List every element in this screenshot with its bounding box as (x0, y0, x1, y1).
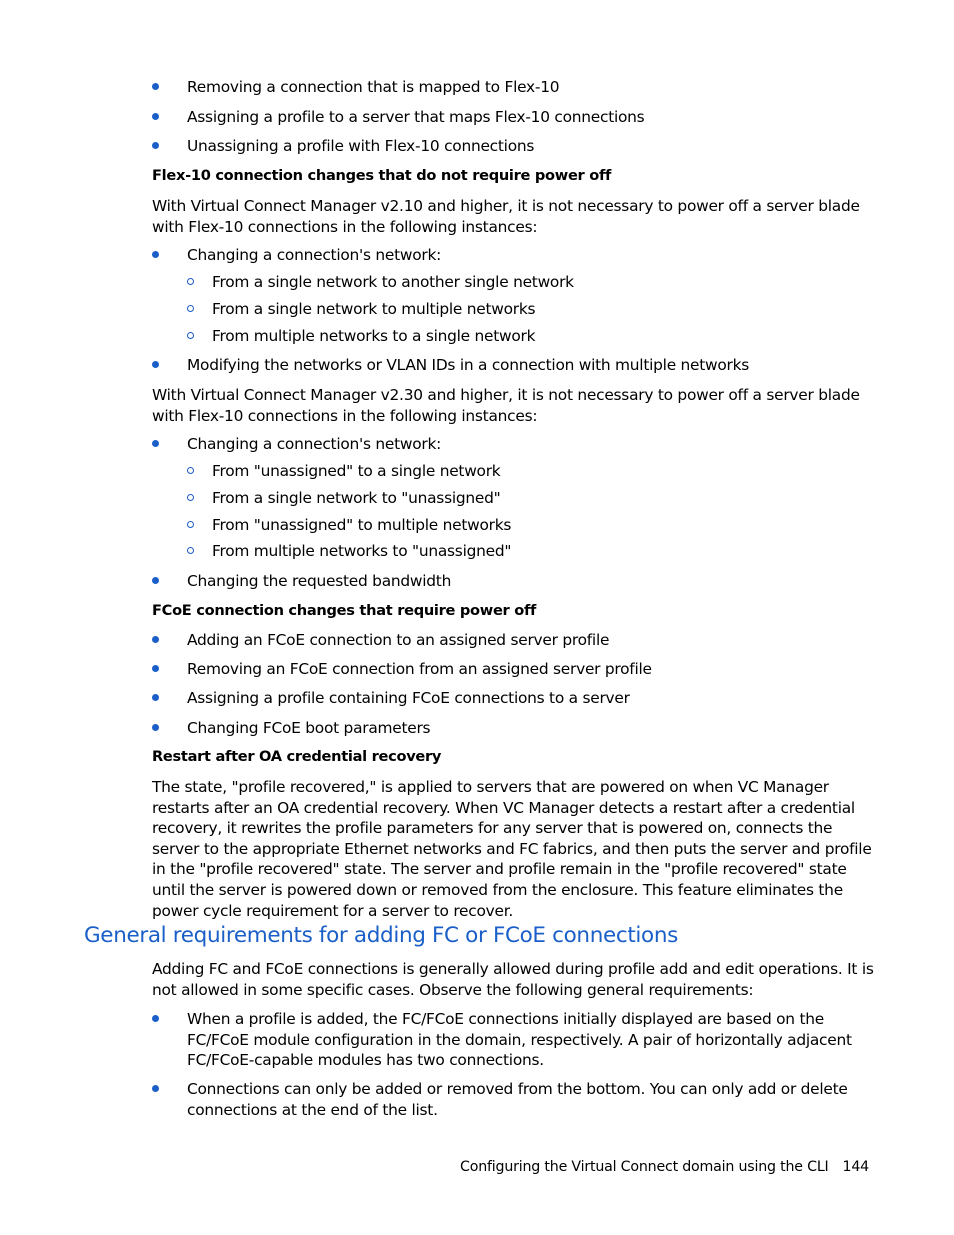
list-item (152, 1079, 872, 1120)
list-item-text: Removing a connection that is mapped to Flex-10 (187, 78, 560, 96)
list-item-text: Assigning a profile containing FCoE connections to a server (187, 689, 630, 707)
sub-list-item (187, 541, 867, 561)
sub-list-item (187, 272, 867, 292)
sub-list-item-text: From multiple networks to a single network (212, 327, 536, 345)
list-item (152, 688, 872, 709)
footer-text: Configuring the Virtual Connect domain using the CLI (460, 1159, 829, 1175)
list-item (152, 136, 872, 157)
bullet-icon (152, 251, 159, 258)
circle-bullet-icon (187, 467, 194, 474)
list-item-text: When a profile is added, the FC/FCoE connections initially displayed are based on the FC/FCoE module configuration in the domain, respectively. A pair of horizontally adjacent FC/FCoE-capable modules has two connections. (187, 1010, 852, 1070)
bullet-icon (152, 724, 159, 731)
bullet-icon (152, 694, 159, 701)
subheading-flex10-no-power-off: Flex-10 connection changes that do not require power off (152, 167, 612, 184)
list-item (152, 107, 872, 128)
list-item (152, 434, 872, 455)
bullet-icon (152, 361, 159, 368)
section-title: General requirements for adding FC or FCoE connections (84, 923, 678, 948)
sub-list-item (187, 515, 867, 535)
list-item-text: Unassigning a profile with Flex-10 connections (187, 137, 535, 155)
bullet-icon (152, 577, 159, 584)
sub-list-item-text: From a single network to multiple networks (212, 300, 536, 318)
circle-bullet-icon (187, 278, 194, 285)
paragraph-v230: With Virtual Connect Manager v2.30 and higher, it is not necessary to power off a server blade with Flex-10 connections in the following instances: (152, 386, 860, 425)
list-item-text: Changing a connection's network: (187, 435, 442, 453)
list-item-text: Removing an FCoE connection from an assigned server profile (187, 660, 652, 678)
list-item-text: Assigning a profile to a server that maps Flex-10 connections (187, 108, 645, 126)
bullet-icon (152, 1085, 159, 1092)
bullet-icon (152, 113, 159, 120)
circle-bullet-icon (187, 521, 194, 528)
sub-list-item-text: From a single network to another single network (212, 273, 574, 291)
subheading-fcoe-power-off: FCoE connection changes that require power off (152, 602, 537, 619)
paragraph-v210: With Virtual Connect Manager v2.10 and higher, it is not necessary to power off a server blade with Flex-10 connections in the following instances: (152, 197, 860, 236)
list-item-text: Modifying the networks or VLAN IDs in a connection with multiple networks (187, 356, 750, 374)
bullet-icon (152, 1015, 159, 1022)
bullet-icon (152, 440, 159, 447)
list-item (152, 355, 872, 376)
list-item (152, 718, 872, 739)
list-item-text: Changing FCoE boot parameters (187, 719, 431, 737)
bullet-icon (152, 665, 159, 672)
sub-list-item (187, 299, 867, 319)
bullet-icon (152, 83, 159, 90)
sub-list-item-text: From "unassigned" to a single network (212, 462, 501, 480)
sub-list-item-text: From a single network to "unassigned" (212, 489, 501, 507)
sub-list-item-text: From multiple networks to "unassigned" (212, 542, 512, 560)
list-item (152, 630, 872, 651)
circle-bullet-icon (187, 305, 194, 312)
circle-bullet-icon (187, 547, 194, 554)
bullet-icon (152, 142, 159, 149)
list-item (152, 77, 872, 98)
sub-list-item (187, 326, 867, 346)
page-number: 144 (842, 1159, 869, 1175)
paragraph-oa-recovery: The state, "profile recovered," is applied to servers that are powered on when VC Manager restarts after an OA credential recovery. When VC Manager detects a restart after a credential recovery, it rewrites the profile parameters for any server that is powered on, connects the server to the appropriate Ethernet networks and FC fabrics, and then puts the server and profile in the "profile recovered" state. The server and profile remain in the "profile recovered" state until the server is powered down or removed from the enclosure. This feature eliminates the power cycle requirement for a server to recover. (152, 778, 872, 920)
page-footer (460, 1157, 869, 1177)
list-item (152, 659, 872, 680)
sub-list-item (187, 461, 867, 481)
list-item-text: Changing the requested bandwidth (187, 572, 452, 590)
bullet-icon (152, 636, 159, 643)
sub-list-item-text: From "unassigned" to multiple networks (212, 516, 512, 534)
paragraph-general-requirements: Adding FC and FCoE connections is generally allowed during profile add and edit operations. It is not allowed in some specific cases. Observe the following general requirements: (152, 960, 874, 999)
circle-bullet-icon (187, 332, 194, 339)
subheading-oa-recovery: Restart after OA credential recovery (152, 748, 442, 765)
list-item (152, 245, 872, 266)
list-item-text: Connections can only be added or removed from the bottom. You can only add or delete connections at the end of the list. (187, 1080, 848, 1119)
list-item-text: Adding an FCoE connection to an assigned server profile (187, 631, 610, 649)
circle-bullet-icon (187, 494, 194, 501)
sub-list-item (187, 488, 867, 508)
list-item (152, 1009, 872, 1071)
list-item (152, 571, 872, 592)
list-item-text: Changing a connection's network: (187, 246, 442, 264)
